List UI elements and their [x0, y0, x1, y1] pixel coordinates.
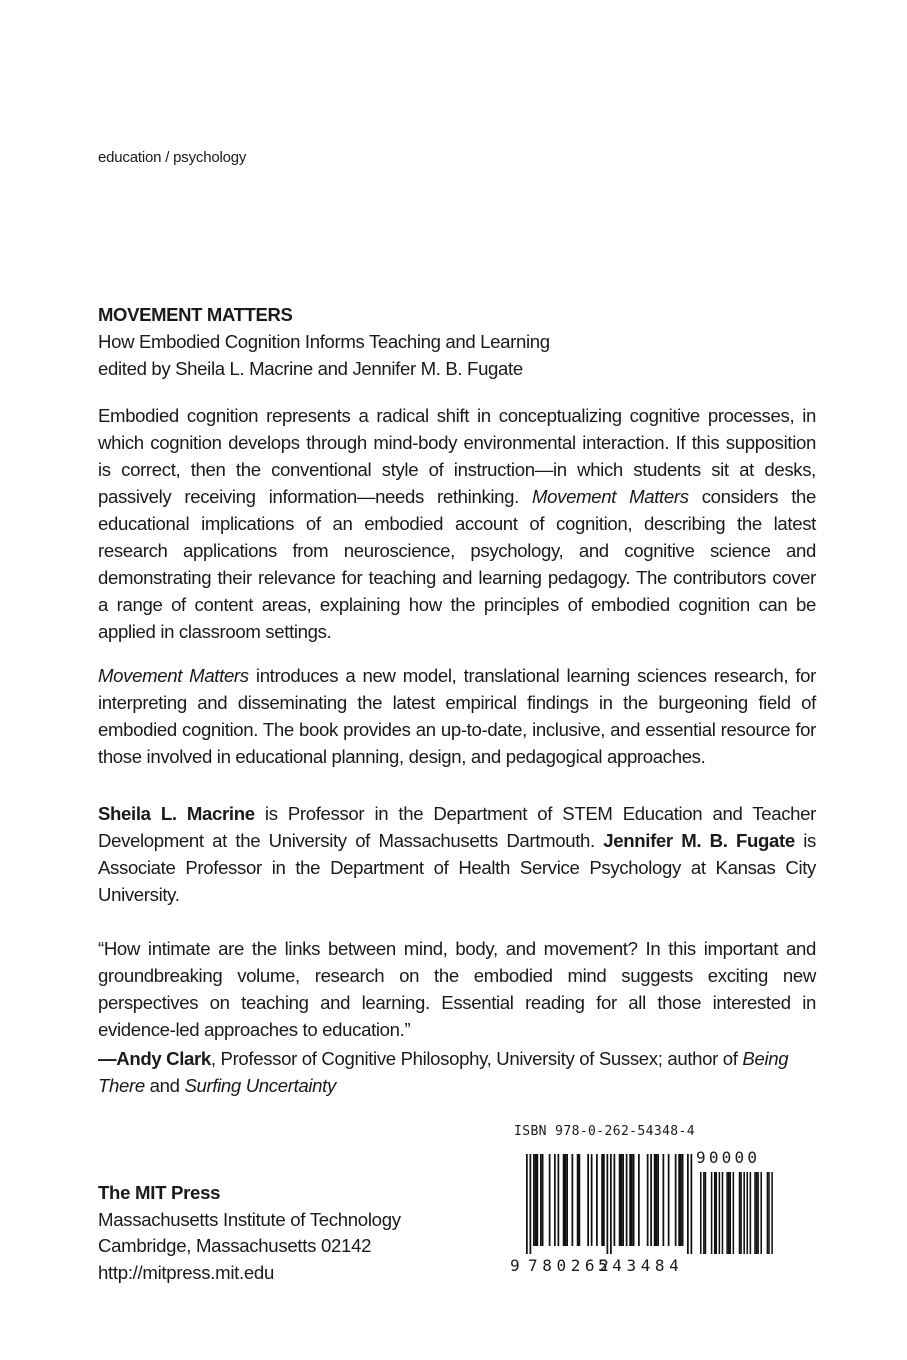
- desc2-rest: introduces a new model, translational learning sciences research, for interpreting and disseminating the latest empirical findings in the burgeoning field of embodied cognition. The book provides an up-to-date, inclusive, and essential resource for those involved in educational planning, design, and pedagogical approaches.: [98, 665, 816, 767]
- barcode-bar: [533, 1154, 535, 1246]
- barcode-bar: [540, 1154, 542, 1246]
- barcode-bar: [591, 1154, 593, 1246]
- barcode-bar: [678, 1154, 680, 1246]
- barcode-addon-bar: [703, 1172, 705, 1254]
- book-editors: edited by Sheila L. Macrine and Jennifer M. B. Fugate: [98, 358, 523, 379]
- barcode-addon-bar: [722, 1172, 724, 1254]
- barcode-bar: [650, 1154, 652, 1246]
- barcode-addon-bar: [705, 1172, 707, 1254]
- barcode-bar: [668, 1154, 670, 1246]
- barcode-bar: [535, 1154, 537, 1246]
- blurb-attribution: [98, 1045, 816, 1099]
- barcode-bar: [596, 1154, 598, 1246]
- barcode-bar: [682, 1154, 684, 1246]
- publisher-block: [98, 1180, 401, 1286]
- barcode-addon-bar: [714, 1172, 716, 1254]
- barcode-bar: [656, 1154, 658, 1246]
- barcode-bar: [607, 1154, 609, 1254]
- category-label: education / psychology: [98, 149, 247, 166]
- barcode-addon-bar: [767, 1172, 769, 1254]
- barcode-bar: [675, 1154, 677, 1246]
- editor-bios: [98, 800, 816, 908]
- barcode-bar: [526, 1154, 528, 1254]
- book-subtitle: How Embodied Cognition Informs Teaching and Learning: [98, 331, 550, 352]
- book-title: MOVEMENT MATTERS: [98, 304, 293, 325]
- barcode-addon-bar: [729, 1172, 731, 1254]
- barcode-addon-bar: [757, 1172, 759, 1254]
- publisher-line-1: Massachusetts Institute of Technology: [98, 1208, 401, 1230]
- desc1-part1: Embodied cognition represents a radical shift in conceptualizing cognitive processes, in which cognition develops through mind-body environmental interaction. If this supposition is correct, then the conventional style of instruction—in which students sit at desks, passively receiving information—needs rethinking.: [98, 405, 816, 507]
- description-paragraph-1: [98, 402, 816, 645]
- isbn-label: ISBN 978-0-262-54348-4: [514, 1124, 695, 1139]
- barcode-bar: [610, 1154, 612, 1254]
- barcode-bar: [647, 1154, 649, 1246]
- barcode-bar: [680, 1154, 682, 1246]
- blurb-quote: “How intimate are the links between mind, body, and movement? In this important and groundbreaking volume, research on the embodied mind suggests exciting new perspectives on teaching and learning. Essential reading for all those interested in evidence-led approaches to education.”: [98, 938, 816, 1040]
- barcode-bar: [603, 1154, 605, 1246]
- publisher-line-2: Cambridge, Massachusetts 02142: [98, 1235, 372, 1256]
- barcode-addon-bar: [771, 1172, 773, 1254]
- barcode-bar: [542, 1154, 544, 1246]
- barcode-addon-bar: [750, 1172, 752, 1254]
- barcode-bar: [633, 1154, 635, 1246]
- barcode-bar: [549, 1154, 551, 1246]
- desc1-title-italic: Movement Matters: [532, 486, 689, 507]
- barcode-bar: [537, 1154, 539, 1246]
- book-header: [98, 301, 816, 382]
- barcode-addon-bar: [747, 1172, 749, 1254]
- barcode-bar: [626, 1154, 628, 1246]
- barcode-addon-bar: [719, 1172, 721, 1254]
- barcode-addon-bar: [760, 1172, 762, 1254]
- barcode-bar: [579, 1154, 581, 1246]
- barcode-addon-bar: [756, 1172, 758, 1254]
- barcode-bar: [614, 1154, 616, 1246]
- blurb-and: and: [144, 1075, 185, 1096]
- description-paragraph-2: [98, 662, 816, 770]
- barcode-bar: [577, 1154, 579, 1246]
- barcode-bar: [563, 1154, 565, 1246]
- barcode-bar: [687, 1154, 689, 1254]
- barcode-bar: [554, 1154, 556, 1246]
- publisher-url[interactable]: http://mitpress.mit.edu: [98, 1261, 275, 1283]
- barcode-bar: [558, 1154, 560, 1246]
- barcode-addon-bar: [726, 1172, 728, 1254]
- blurb-book-1: Being There: [98, 1048, 789, 1096]
- bio-name-2: Jennifer M. B. Fugate: [603, 830, 795, 851]
- publisher-name: The MIT Press: [98, 1182, 221, 1203]
- barcode-addon-bar: [754, 1172, 756, 1254]
- bio-text-2: is Associate Professor in the Department of Health Service Psychology at Kansas City University.: [98, 830, 816, 905]
- barcode-addon-bar: [716, 1172, 718, 1254]
- barcode-ean-right-digits: 543484: [598, 1256, 684, 1275]
- barcode-bar: [566, 1154, 568, 1246]
- blurb-book-2: Surfing Uncertainty: [184, 1075, 336, 1096]
- desc2-title-italic: Movement Matters: [98, 665, 249, 686]
- barcode-bar: [601, 1154, 603, 1246]
- bio-name-1: Sheila L. Macrine: [98, 803, 255, 824]
- barcode-addon-bar: [711, 1172, 713, 1254]
- barcode-addon-bar: [743, 1172, 745, 1254]
- barcode-addon-bar: [728, 1172, 730, 1254]
- barcode-bar: [530, 1154, 532, 1254]
- barcode-ean-left-digits: 780262: [528, 1256, 614, 1275]
- barcode-ean-first-digit: 9: [510, 1256, 520, 1275]
- barcode-bar: [631, 1154, 633, 1246]
- barcode-addon-digits: 90000: [696, 1148, 761, 1167]
- barcode-bar: [565, 1154, 567, 1246]
- barcode-bar: [629, 1154, 631, 1246]
- barcode-bar: [621, 1154, 623, 1246]
- barcode-addon-bar: [768, 1172, 770, 1254]
- barcode-bar: [638, 1154, 640, 1246]
- barcode-addon-bar: [700, 1172, 702, 1254]
- barcode-addon-bar: [733, 1172, 735, 1254]
- barcode-bar: [654, 1154, 656, 1246]
- desc1-part2: considers the educational implications of an embodied account of cognition, describing the latest research applications from neuroscience, psychology, and cognitive science and demonstrating their relevance for teaching and learning pedagogy. The contributors cover a range of content areas, explaining how the principles of embodied cognition can be applied in classroom settings.: [98, 486, 816, 642]
- barcode-bar: [587, 1154, 589, 1246]
- barcode-bar: [657, 1154, 659, 1246]
- barcode-bar: [619, 1154, 621, 1246]
- blurb-author: —Andy Clark: [98, 1048, 211, 1069]
- bio-text-1: is Professor in the Department of STEM Education and Teacher Development at the University of Massachusetts Dartmouth.: [98, 803, 816, 851]
- barcode-bar: [691, 1154, 693, 1254]
- barcode-bar: [572, 1154, 574, 1246]
- barcode-addon-bar: [740, 1172, 742, 1254]
- barcode-bar: [663, 1154, 665, 1246]
- barcode-addon-bar: [739, 1172, 741, 1254]
- blurb-affiliation: , Professor of Cognitive Philosophy, University of Sussex; author of: [210, 1048, 743, 1069]
- barcode-bar: [622, 1154, 624, 1246]
